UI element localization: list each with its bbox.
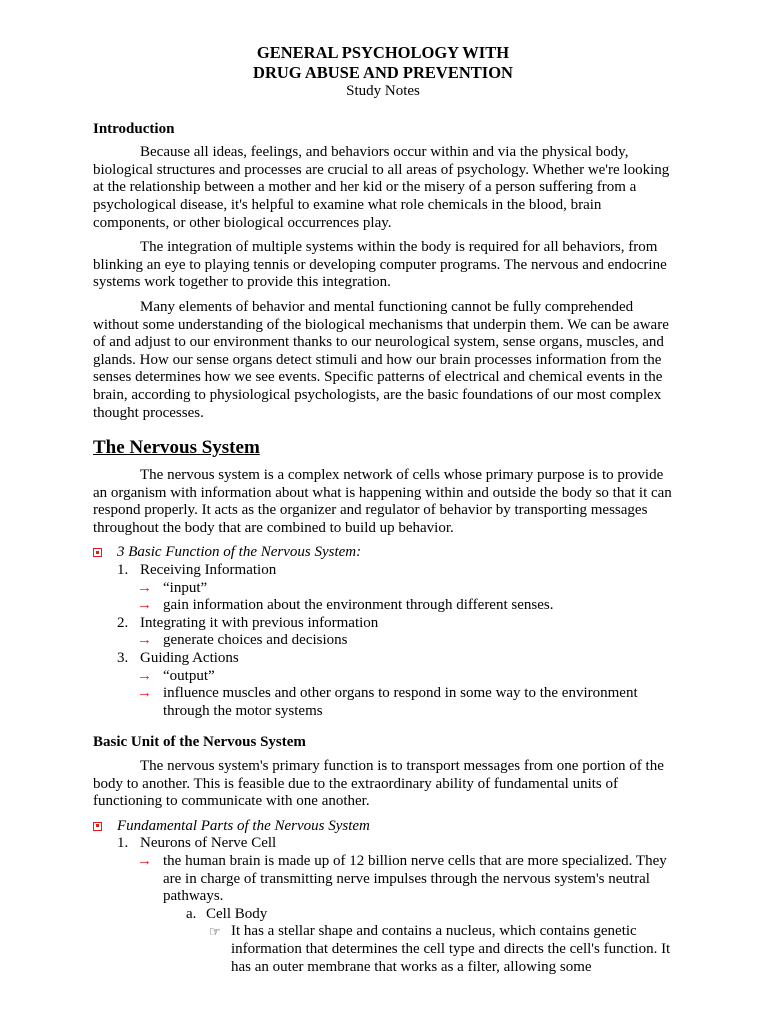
intro-paragraph-3: Many elements of behavior and mental functioning cannot be fully comprehended without some understanding of the biological mechanisms that underpin them. We can be aware of and adjust to our environment thanks to our neurological system, sense organs, muscles, and glands. How our sense organs detect stimuli and how our brain processes information from the senses determines how we see events. Specific patterns of electrical and chemical events in the brain, according to physiological psychologists, are the basic foundations of our most complex thought processes. bbox=[93, 298, 669, 421]
function-item-2 bbox=[93, 615, 673, 633]
function-number: 2. bbox=[117, 614, 129, 631]
function-item-1 bbox=[93, 562, 673, 580]
sub-item-letter: a. bbox=[186, 905, 197, 922]
red-square-bullet-icon bbox=[93, 822, 102, 831]
red-square-bullet-icon bbox=[93, 548, 102, 557]
sub-a-point bbox=[93, 923, 673, 976]
point-text: gain information about the environment through different senses. bbox=[163, 597, 554, 614]
document-body bbox=[93, 43, 673, 976]
function-label: Receiving Information bbox=[140, 562, 277, 579]
arrow-icon: → bbox=[137, 579, 152, 596]
fundamental-parts-bullet bbox=[93, 818, 673, 836]
function-number: 1. bbox=[117, 562, 129, 579]
part-number: 1. bbox=[117, 835, 129, 852]
function-1-point-1 bbox=[93, 580, 673, 598]
part-label: Neurons of Nerve Cell bbox=[140, 835, 277, 852]
function-3-point-2 bbox=[93, 685, 673, 720]
intro-paragraph-1: Because all ideas, feelings, and behaviors occur within and via the physical body, biological structures and processes are crucial to all areas of psychology. Whether we're looking at the relationship between a mother and her kid or the misery of a person suffering from a psychological disease, it's helpful to examine what role chemicals in the blood, brain components, or other biological occurrences play. bbox=[93, 144, 670, 231]
pointing-hand-icon: ☞ bbox=[209, 924, 221, 940]
arrow-icon: → bbox=[137, 632, 152, 649]
function-3-point-1 bbox=[93, 668, 673, 686]
point-text: “output” bbox=[163, 667, 215, 684]
function-label: Guiding Actions bbox=[140, 650, 239, 667]
point-text: the human brain is made up of 12 billion nerve cells that are more specialized. They are in charge of transmitting nerve impulses through the nervous system's neutral pathways. bbox=[163, 852, 667, 905]
point-text: It has a stellar shape and contains a nucleus, which contains genetic information that determines the cell type and directs the cell's function. It has an outer membrane that works as a filter, allowing some bbox=[231, 923, 671, 975]
function-label: Integrating it with previous information bbox=[140, 614, 379, 631]
functions-bullet bbox=[93, 544, 673, 562]
title-line-1: GENERAL PSYCHOLOGY WITH bbox=[256, 43, 510, 62]
subtitle: Study Notes bbox=[346, 83, 420, 99]
part-item-1 bbox=[93, 835, 673, 853]
point-text: influence muscles and other organs to respond in some way to the environment through the motor systems bbox=[163, 685, 638, 719]
sub-item-a bbox=[93, 906, 673, 924]
arrow-icon: → bbox=[137, 597, 152, 614]
part-1-point-1 bbox=[93, 853, 673, 906]
intro-paragraph-2: The integration of multiple systems within the body is required for all behaviors, from blinking an eye to playing tennis or developing computer programs. The nervous and endocrine systems work together to provide this integration. bbox=[93, 239, 667, 291]
nervous-system-heading: The Nervous System bbox=[93, 437, 260, 459]
nervous-system-paragraph: The nervous system is a complex network of cells whose primary purpose is to provide an organism with information about what is happening within and outside the body so that it can respond properly. It acts as the organizer and regulator of behavior by transporting messages throughout the body that are combined to build up behavior. bbox=[93, 467, 672, 536]
function-number: 3. bbox=[117, 650, 129, 667]
arrow-icon: → bbox=[137, 667, 152, 684]
point-text: generate choices and decisions bbox=[163, 632, 348, 649]
function-2-point-1 bbox=[93, 632, 673, 650]
basic-unit-paragraph: The nervous system's primary function is to transport messages from one portion of the body to another. This is feasible due to the extraordinary ability of fundamental units of functioning to communicate with one another. bbox=[93, 758, 664, 810]
fundamental-parts-bullet-text: Fundamental Parts of the Nervous System bbox=[117, 817, 370, 834]
title-line-2: DRUG ABUSE AND PREVENTION bbox=[253, 63, 513, 82]
arrow-icon: → bbox=[137, 685, 152, 702]
function-1-point-2 bbox=[93, 597, 673, 615]
functions-bullet-text: 3 Basic Function of the Nervous System: bbox=[117, 544, 362, 561]
introduction-heading: Introduction bbox=[93, 120, 175, 137]
point-text: “input” bbox=[163, 579, 208, 596]
sub-item-label: Cell Body bbox=[206, 905, 268, 922]
arrow-icon: → bbox=[137, 852, 152, 869]
function-item-3 bbox=[93, 650, 673, 668]
basic-unit-heading: Basic Unit of the Nervous System bbox=[93, 734, 306, 751]
